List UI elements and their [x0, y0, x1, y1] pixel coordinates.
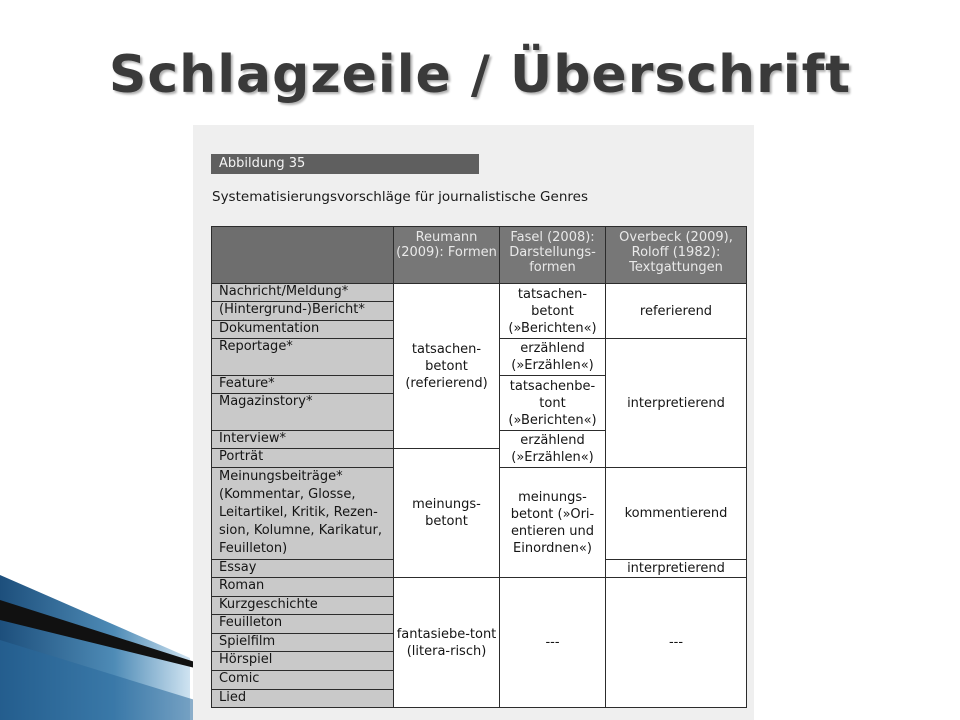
- genre-row-label: Hörspiel: [212, 652, 394, 671]
- fasel-cell: ---: [500, 578, 606, 708]
- genre-row-label: (Hintergrund-)Bericht*: [212, 302, 394, 321]
- figure-label: Abbildung 35: [211, 154, 479, 174]
- genre-row-label: Magazinstory*: [212, 394, 394, 431]
- genre-row-label: Nachricht/Meldung*: [212, 284, 394, 302]
- genre-row-label: Spielfilm: [212, 634, 394, 652]
- scanned-figure: [193, 125, 754, 720]
- reumann-cell: fantasiebe-tont (litera-risch): [394, 578, 500, 708]
- genre-row-label: Comic: [212, 671, 394, 690]
- fasel-cell: tatsachenbe-tont (»Berichten«): [500, 376, 606, 431]
- fasel-cell: meinungs-betont (»Ori-entieren und Einordnen«): [500, 468, 606, 578]
- genre-row-label: Porträt: [212, 449, 394, 468]
- genre-systematization-table: [211, 226, 747, 708]
- genre-row-label: Roman: [212, 578, 394, 597]
- figure-caption: Systematisierungsvorschläge für journalistische Genres: [212, 189, 588, 205]
- genre-row-label: Kurzgeschichte: [212, 597, 394, 615]
- genre-row-label: Feuilleton: [212, 615, 394, 634]
- genre-row-label: Essay: [212, 560, 394, 578]
- genre-row-label: Dokumentation: [212, 321, 394, 339]
- overbeck-cell: interpretierend: [606, 339, 747, 468]
- overbeck-cell: referierend: [606, 284, 747, 339]
- genre-row-label: Feature*: [212, 376, 394, 394]
- slide-swoosh-decoration: [0, 0, 200, 720]
- fasel-cell: erzählend (»Erzählen«): [500, 339, 606, 376]
- genre-row-label: Interview*: [212, 431, 394, 449]
- genre-row-label: Meinungsbeiträge* (Kommentar, Glosse, Leitartikel, Kritik, Rezen-sion, Kolumne, Karikatur, Feuilleton): [212, 468, 394, 560]
- genre-row-label: Lied: [212, 690, 394, 708]
- reumann-cell: meinungs-betont: [394, 449, 500, 578]
- header-reumann: Reumann (2009): Formen: [394, 227, 500, 284]
- header-fasel: Fasel (2008): Darstellungs-formen: [500, 227, 606, 284]
- overbeck-cell: interpretierend: [606, 560, 747, 578]
- overbeck-cell: ---: [606, 578, 747, 708]
- header-overbeck: Overbeck (2009), Roloff (1982): Textgattungen: [606, 227, 747, 284]
- slide-title: Schlagzeile / Überschrift: [108, 45, 852, 105]
- overbeck-cell: kommentierend: [606, 468, 747, 560]
- reumann-cell: tatsachen-betont (referierend): [394, 284, 500, 449]
- table-header-row: [212, 227, 747, 284]
- genre-row-label: Reportage*: [212, 339, 394, 376]
- fasel-cell: tatsachen-betont (»Berichten«): [500, 284, 606, 339]
- fasel-cell: erzählend (»Erzählen«): [500, 431, 606, 468]
- header-corner-cell: [212, 227, 394, 284]
